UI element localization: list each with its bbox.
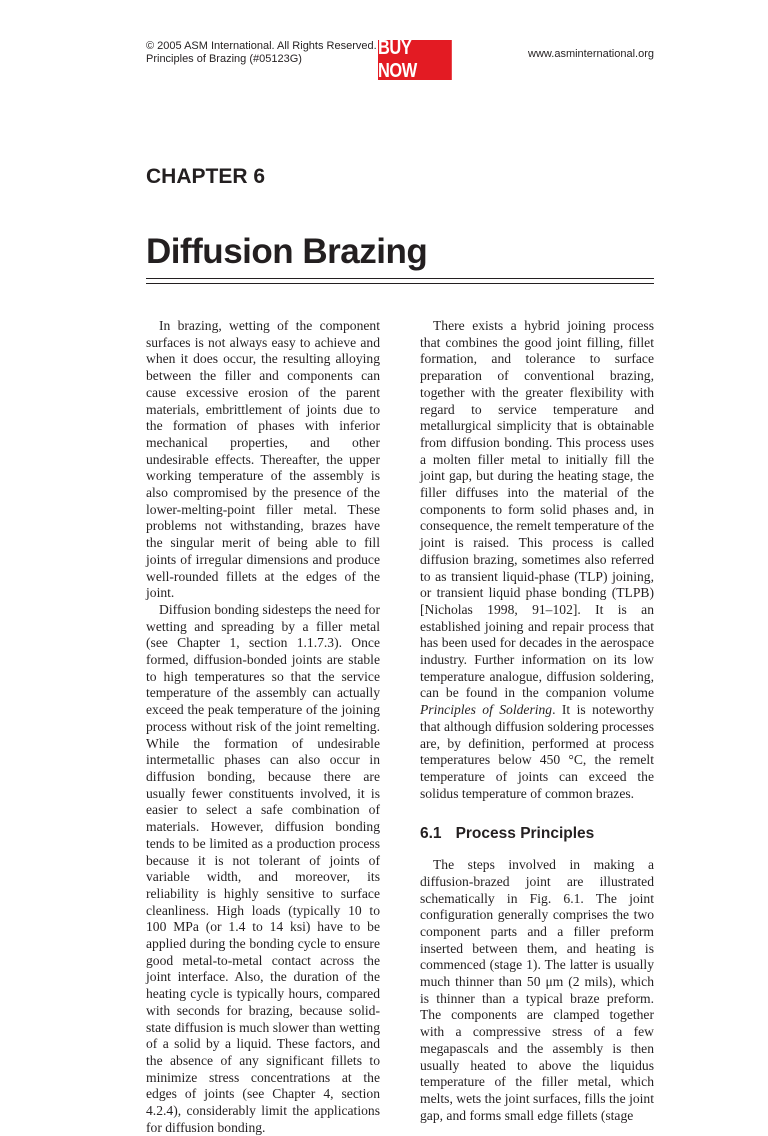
- paragraph: Diffusion bonding sidesteps the need for wetting and spreading by a filler metal (see Chapter 1, section 1.1.7.3). Once formed, diffusion-bonded joints are stable to high temperatures so that the service temperature of the assembly can actually exceed the peak temperature of the joining process without risk of the joint remelting. While the formation of undesirable intermetallic phases can also occur in diffusion bonding, because there are usually fewer constituents involved, it is easier to select a safe combination of materials. However, diffusion bonding tends to be limited as a production process because it is not tolerant of joints of variable width, and moreover, its reliability is highly sensitive to surface cleanliness. High loads (typically 10 to 100 MPa (or 1.4 to 14 ksi) have to be applied during the bonding cycle to ensure good metal-to-metal contact across the joint interface. Also, the duration of the heating cycle is typically hours, compared with seconds for brazing, because solid-state diffusion is much slower than wetting of a solid by a liquid. These factors, and the absence of any significant fillets to minimize stress concentrations at the edges of joints (see Chapter 4, section 4.2.4), considerably limit the applications for diffusion bonding.: [146, 601, 380, 1135]
- title-rule-top: [146, 278, 654, 279]
- chapter-title: Diffusion Brazing: [146, 232, 428, 271]
- section-title: Process Principles: [455, 825, 595, 843]
- paragraph: The steps involved in making a diffusion-brazed joint are illustrated schematically in Fig. 6.1. The joint configuration generally comprises the two component parts and a filler preform inserted between them, and heating is commenced (stage 1). The latter is usually much thinner than 50 μm (2 mils), which is thinner than a typical braze preform. The components are clamped together with a compressive stress of a few megapascals and the assembly is then usually heated to above the liquidus temperature of the filler metal, which melts, wets the joint surfaces, fills the joint gap, and forms small edge fillets (stage: [420, 857, 654, 1123]
- copyright-text: © 2005 ASM International. All Rights Reserved.: [146, 40, 377, 52]
- body-column-right: [420, 318, 654, 1124]
- paragraph: There exists a hybrid joining process that combines the good joint filling, fillet formation, and tolerance to surface preparation of conventional brazing, together with the greater flexibility with regard to service temperature and metallurgical simplicity that is obtainable from diffusion bonding. This process uses a molten filler metal to initially fill the joint gap, but during the heating stage, the filler diffuses into the material of the components to form solid phases and, in consequence, the remelt temperature of the joint is raised. This process is called diffusion brazing, sometimes also referred to as transient liquid-phase (TLP) joining, or transient liquid phase bonding (TLPB) [Nicholas 1998, 91–102]. It is an established joining and repair process that has been used for decades in the aerospace industry. Further information on its low temperature analogue, diffusion soldering, can be found in the companion volume Principles of Soldering. It is noteworthy that although diffusion soldering processes are, by definition, performed at process temperatures below 450 °C, the remelt temperature of joints can exceed the solidus temperature of common brazes.: [420, 318, 655, 801]
- body-column-left: [146, 318, 380, 1136]
- section-heading: [420, 826, 654, 843]
- title-rule-bottom: [146, 283, 654, 284]
- buy-now-button[interactable]: BUY NOW: [378, 40, 452, 80]
- website-link[interactable]: www.asminternational.org: [528, 48, 654, 60]
- header-copyright-block: [146, 40, 386, 66]
- book-reference: Principles of Soldering: [420, 702, 553, 718]
- section-number: 6.1: [420, 825, 442, 843]
- book-title-text: Principles of Brazing (#05123G): [146, 53, 302, 65]
- paragraph: In brazing, wetting of the component surfaces is not always easy to achieve and when it does occur, the resulting alloying between the filler and components can cause excessive erosion of the parent materials, embrittlement of joints due to the formation of phases with inferior mechanical properties, and other undesirable effects. Thereafter, the upper working temperature of the assembly is also compromised by the presence of the lower-melting-point filler metal. These problems not withstanding, brazes have the singular merit of being able to fill joints of irregular dimensions and produce well-rounded fillets at the edges of the joint.: [146, 318, 380, 601]
- chapter-label: CHAPTER 6: [146, 165, 266, 188]
